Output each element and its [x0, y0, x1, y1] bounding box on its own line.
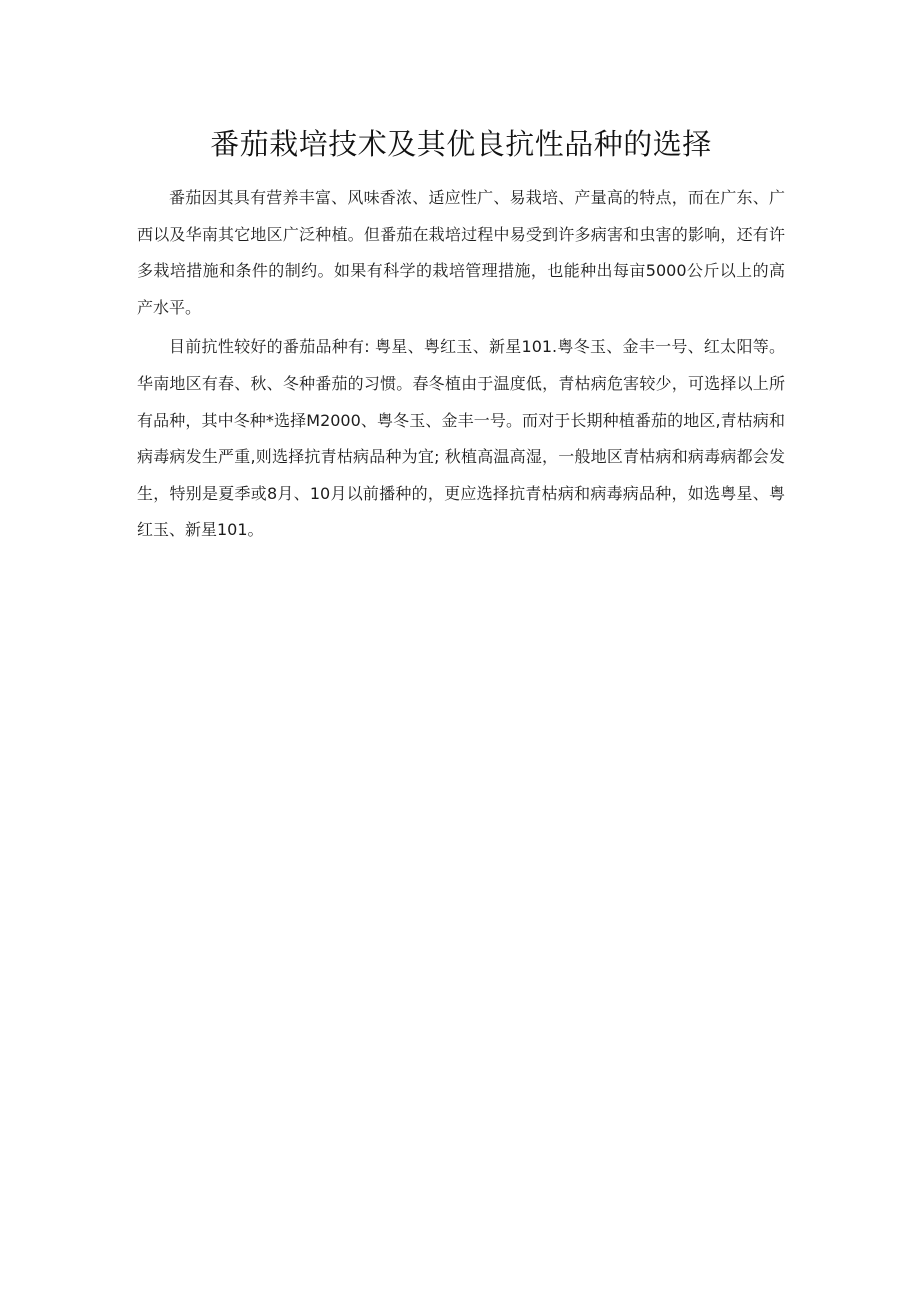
document-title: 番茄栽培技术及其优良抗性品种的选择 — [210, 127, 712, 161]
document-body — [137, 180, 785, 552]
paragraph-intro: 番茄因其具有营养丰富、风味香浓、适应性广、易栽培、产量高的特点，而在广东、广西以及华南其它地区广泛种植。但番茄在栽培过程中易受到许多病害和虫害的影响，还有许多栽培措施和条件的制约。如果有科学的栽培管理措施，也能种出每亩5000公斤以上的高产水平。 — [137, 188, 785, 317]
paragraph-varieties: 目前抗性较好的番茄品种有: 粤星、粤红玉、新星101.粤冬玉、金丰一号、红太阳等。华南地区有春、秋、冬种番茄的习惯。春冬植由于温度低，青枯病危害较少，可选择以上所有品种，其中冬种*选择M2000、粤冬玉、金丰一号。而对于长期种植番茄的地区,青枯病和病毒病发生严重,则选择抗青枯病品种为宜; 秋植高温高湿，一般地区青枯病和病毒病都会发生，特别是夏季或8月、10月以前播种的，更应选择抗青枯病和病毒病品种，如选粤星、粤红玉、新星101。 — [137, 337, 785, 540]
